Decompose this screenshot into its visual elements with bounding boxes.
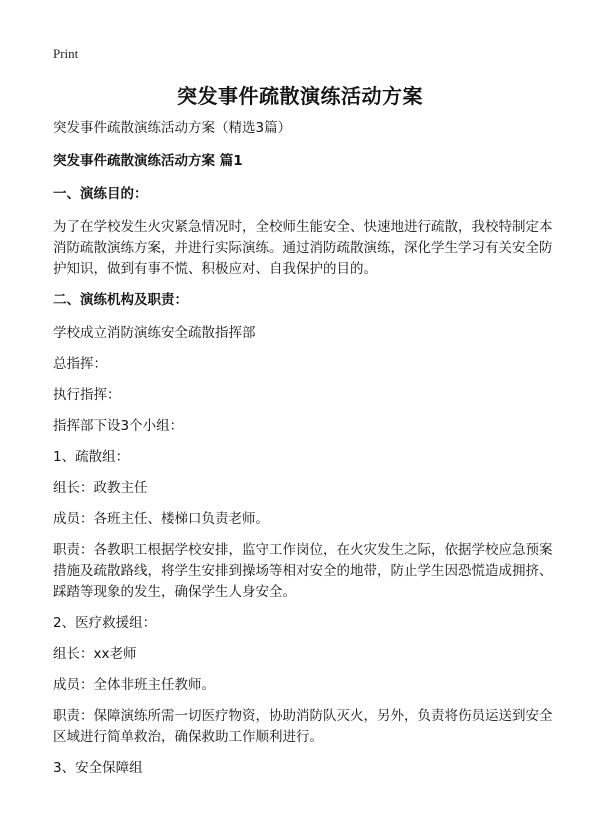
section-heading: 突发事件疏散演练活动方案 篇1 xyxy=(53,153,243,169)
commander-line: 总指挥： xyxy=(53,356,107,372)
groups-intro-line: 指挥部下设3个小组： xyxy=(53,418,184,434)
exec-commander-line: 执行指挥： xyxy=(53,387,121,403)
heading-organization: 二、演练机构及职责： xyxy=(53,292,188,308)
document-subtitle: 突发事件疏散演练活动方案（精选3篇） xyxy=(53,120,292,136)
group2-duty: 职责：保障演练所需一切医疗物资，协助消防队灭火，另外，负责将伤员运送到安全区域进行简单救治，确保救助工作顺利进行。 xyxy=(53,708,553,745)
group1-members: 成员：各班主任、楼梯口负责老师。 xyxy=(53,511,269,527)
document-title: 突发事件疏散演练活动方案 xyxy=(177,84,423,108)
print-link[interactable]: Print xyxy=(53,46,79,61)
group3-title: 3、安全保障组 xyxy=(53,760,143,776)
group2-title: 2、医疗救援组： xyxy=(53,615,157,631)
organization-line: 学校成立消防演练安全疏散指挥部 xyxy=(53,325,256,341)
group1-leader: 组长：政教主任 xyxy=(53,480,148,496)
group2-members: 成员：全体非班主任教师。 xyxy=(53,677,215,693)
group1-title: 1、疏散组： xyxy=(53,449,130,465)
document-body xyxy=(53,118,553,789)
group1-duty: 职责：各教职工根据学校安排，监守工作岗位，在火灾发生之际，依据学校应急预案措施及疏散路线，将学生安排到操场等相对安全的地带，防止学生因恐慌造成拥挤、踩踏等现象的发生，确保学生人身安全。 xyxy=(53,542,553,600)
purpose-paragraph: 为了在学校发生火灾紧急情况时，全校师生能安全、快速地进行疏散，我校特制定本消防疏散演练方案，并进行实际演练。通过消防疏散演练，深化学生学习有关安全防护知识，做到有事不慌、积极应对、自我保护的目的。 xyxy=(53,219,553,277)
heading-purpose: 一、演练目的： xyxy=(53,186,148,202)
group2-leader: 组长：xx老师 xyxy=(53,646,137,662)
